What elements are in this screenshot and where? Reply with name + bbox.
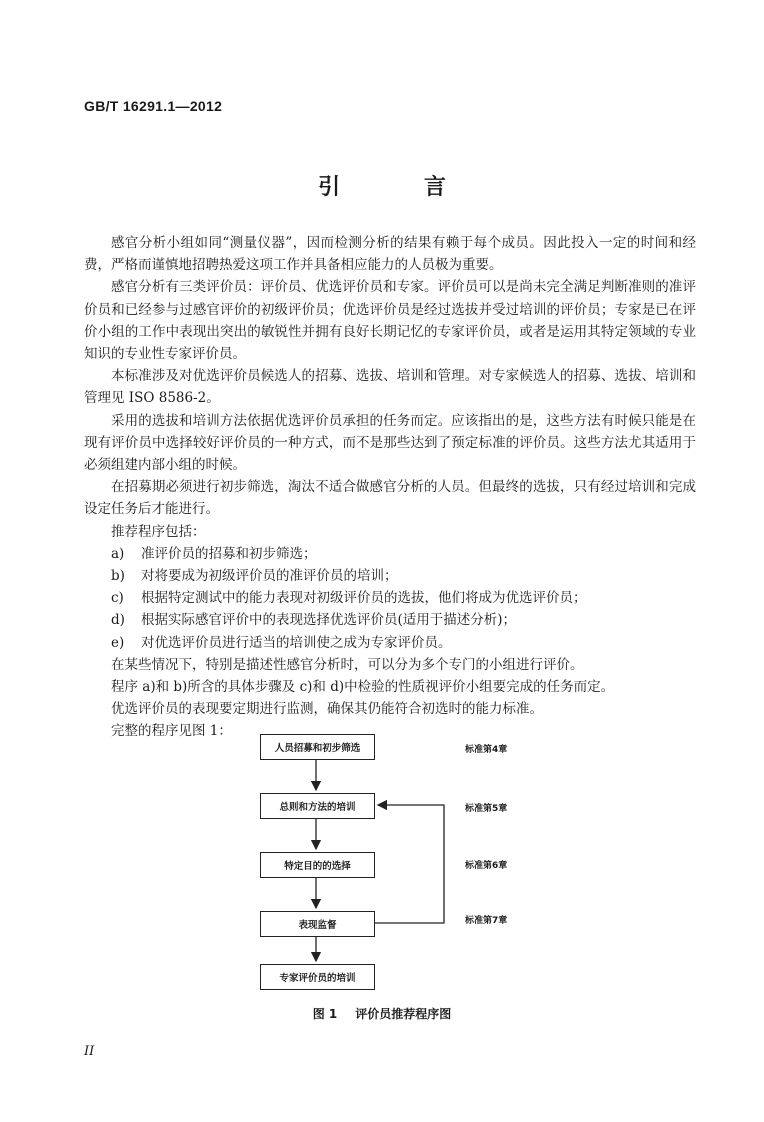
flow-box: 特定目的的选择 <box>260 852 375 878</box>
paragraph: 推荐程序包括： <box>111 523 206 540</box>
chapter-note: 标准第7章 <box>465 916 508 926</box>
flow-box: 总则和方法的培训 <box>260 793 375 819</box>
flow-box: 人员招募和初步筛选 <box>260 734 375 760</box>
document-code: GB/T 16291.1—2012 <box>84 98 223 114</box>
flow-box: 表现监督 <box>260 911 375 937</box>
paragraph: 采用的选拔和培训方法依据优选评价员承担的任务而定。应该指出的是，这些方法有时候只能是在现有评价员中选择较好评价员的一种方式，而不是那些达到了预定标准的评价员。这些方法尤其适用于必须组建内部小组的时候。 <box>84 412 696 474</box>
chapter-note: 标准第5章 <box>465 804 508 814</box>
paragraph: 优选评价员的表现要定期进行监测，确保其仍能符合初选时的能力标准。 <box>111 701 543 718</box>
chapter-note: 标准第6章 <box>465 861 508 871</box>
flowchart <box>250 730 550 992</box>
chapter-note: 标准第4章 <box>465 745 508 755</box>
paragraph: 感官分析有三类评价员：评价员、优选评价员和专家。评价员可以是尚未完全满足判断准则的准评价员和已经参与过感官评价的初级评价员；优选评价员是经过选拔并受过培训的评价员；专家是已在评价小组的工作中表现出突出的敏锐性并拥有良好长期记忆的专家评价员，或者是运用其特定领域的专业知识的专业性专家评价员。 <box>84 279 696 363</box>
flow-box: 专家评价员的培训 <box>260 964 375 990</box>
list-item: c) 根据特定测试中的能力表现对初级评价员的选拔，他们将成为优选评价员； <box>111 590 587 607</box>
paragraph: 完整的程序见图 1： <box>111 723 232 740</box>
paragraph: 在某些情况下，特别是描述性感官分析时，可以分为多个专门的小组进行评价。 <box>111 656 584 673</box>
section-title: 引 言 <box>318 174 484 200</box>
page-number: II <box>84 1044 95 1059</box>
figure-caption: 图 1 评价员推荐程序图 <box>312 1007 452 1021</box>
feedback-arrow <box>374 805 444 923</box>
list-item: d) 根据实际感官评价中的表现选择优选评价员(适用于描述分析)； <box>111 612 517 629</box>
list-item: a) 准评价员的招募和初步筛选； <box>111 545 317 562</box>
paragraph: 本标准涉及对优选评价员候选人的招募、选拔、培训和管理。对专家候选人的招募、选拔、培训和管理见 ISO 8586-2。 <box>84 368 696 407</box>
body-text <box>84 232 696 743</box>
list-item: e) 对优选评价员进行适当的培训使之成为专家评价员。 <box>111 634 452 651</box>
list-item: b) 对将要成为初级评价员的准评价员的培训； <box>111 568 398 585</box>
paragraph: 程序 a)和 b)所含的具体步骤及 c)和 d)中检验的性质视评价小组要完成的任务而定。 <box>111 679 615 696</box>
paragraph: 感官分析小组如同“测量仪器”，因而检测分析的结果有赖于每个成员。因此投入一定的时间和经费，严格而谨慎地招聘热爱这项工作并具备相应能力的人员极为重要。 <box>84 235 696 274</box>
paragraph: 在招募期必须进行初步筛选，淘汰不适合做感官分析的人员。但最终的选拔，只有经过培训和完成设定任务后才能进行。 <box>84 479 696 518</box>
